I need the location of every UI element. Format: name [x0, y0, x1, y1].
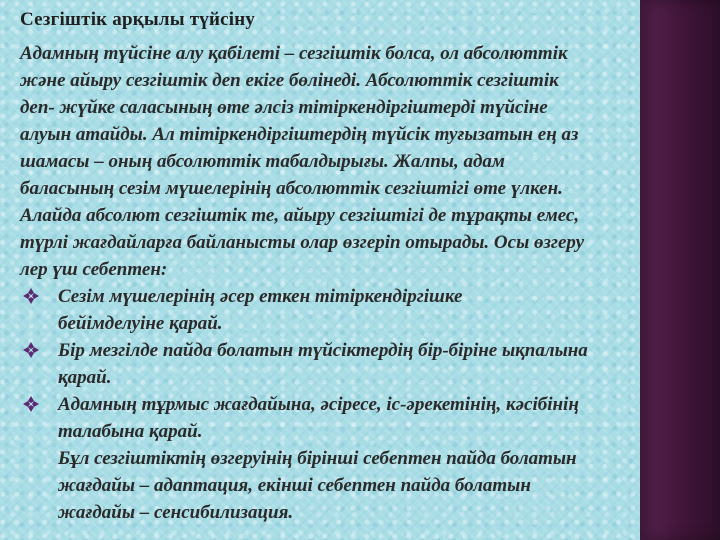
intro-paragraph — [20, 40, 710, 283]
list-item — [20, 283, 710, 337]
diamond-bullet-icon — [22, 395, 40, 413]
paragraph-line: және айыру сезгіштік деп екіге бөлінеді. Абсолюттік сезгіштік — [20, 70, 559, 91]
list-item-line: Бір мезгілде пайда болатын түйсіктердің бір-біріне ықпалына — [58, 340, 588, 361]
paragraph-line: баласының сезім мүшелерінің абсолюттік сезгіштігі өте үлкен. — [20, 178, 563, 199]
paragraph-line: алуын атайды. Ал тітіркендіргіштердің түйсік туғызатын ең аз — [20, 124, 579, 145]
paragraph-line: деп- жүйке саласының өте әлсіз тітіркендіргіштерді түйсіне — [20, 97, 548, 118]
paragraph-line: лер үш себептен: — [20, 259, 168, 280]
paragraph-line: Адамның түйсіне алу қабілеті – сезгіштік болса, ол абсолюттік — [20, 43, 568, 64]
slide-title: Сезгіштік арқылы түйсіну — [20, 9, 256, 30]
diamond-bullet-icon — [22, 287, 40, 305]
diamond-bullet-icon — [22, 341, 40, 359]
paragraph-line: Алайда абсолют сезгіштік те, айыру сезгіштігі де тұрақты емес, — [20, 205, 580, 226]
list-item-line: Адамның тұрмыс жағдайына, әсіресе, іс-әрекетінің, кәсібінің — [58, 394, 579, 415]
list-item-line: қарай. — [58, 367, 112, 388]
closing-line: Бұл сезгіштіктің өзгеруінің біріншi себептен пайда болатын — [58, 448, 577, 469]
list-item — [20, 337, 710, 391]
closing-line: жағдайы – адаптация, екінші себептен пайда болатын — [58, 475, 531, 496]
list-item-line: бейімделуіне қарай. — [58, 313, 223, 334]
list-item-line: Сезім мүшелерінің әсер еткен тітіркендіргішке — [58, 286, 463, 307]
closing-line: жағдайы – сенсибилизация. — [58, 502, 294, 523]
closing-paragraph — [58, 445, 708, 526]
reasons-list — [20, 283, 710, 445]
list-item — [20, 391, 710, 445]
paragraph-line: түрлі жағдайларға байланысты олар өзгеріп отырады. Осы өзгеру — [20, 232, 585, 253]
list-item-line: талабына қарай. — [58, 421, 203, 442]
paragraph-line: шамасы – оның абсолюттік табалдырығы. Жалпы, адам — [20, 151, 505, 172]
